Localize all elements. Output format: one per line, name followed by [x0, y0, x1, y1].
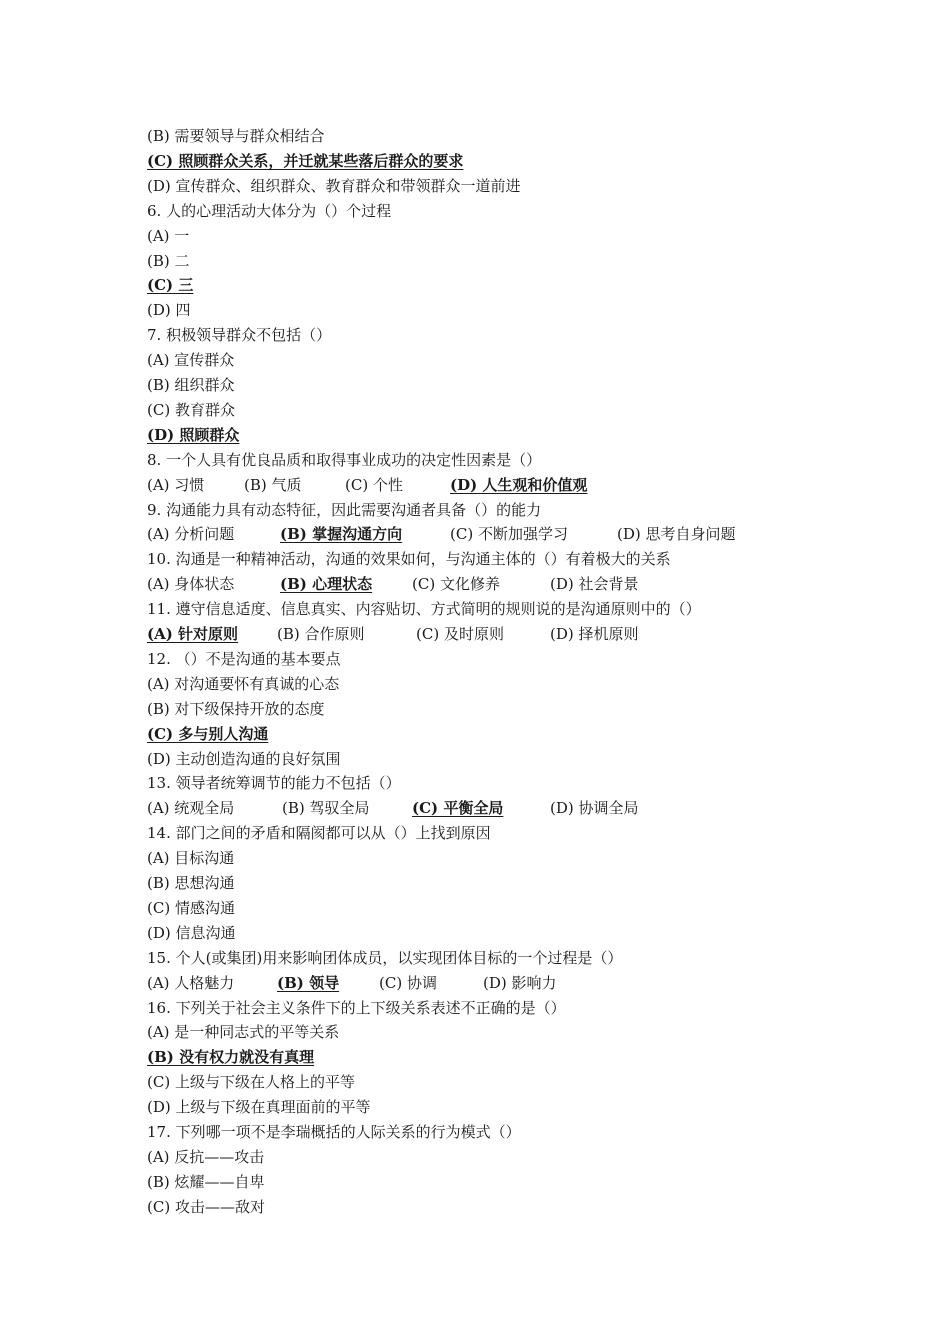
line-text: (B) 需要领导与群众相结合 — [147, 127, 325, 145]
question-line — [147, 647, 341, 672]
line-text: (C) 教育群众 — [147, 400, 235, 419]
answer-option — [147, 1045, 334, 1070]
question-line — [147, 498, 541, 523]
option: (A) 人格魅力 — [147, 973, 235, 992]
option-line — [147, 1070, 355, 1095]
line-text: 17. 下列哪一项不是李瑞概括的人际关系的行为模式（） — [147, 1123, 521, 1141]
line-text: (A) 对沟通要怀有真诚的心态 — [147, 674, 340, 693]
option: (D) 思考自身问题 — [617, 525, 736, 544]
line-text: (C) 照顾群众关系，并迁就某些落后群众的要求 — [147, 151, 464, 170]
line-text: (D) 宣传群众、组织群众、教育群众和带领群众一道前进 — [147, 176, 521, 195]
answer-option: (B) 心理状态 — [280, 575, 373, 594]
question-line — [147, 771, 401, 796]
option: (B) 气质 — [244, 475, 302, 494]
option: (C) 协调 — [379, 973, 437, 992]
question-line — [147, 448, 541, 473]
line-text: 16. 下列关于社会主义条件下的上下级关系表述不正确的是（） — [147, 998, 566, 1017]
line-text: (C) 三 — [147, 276, 194, 295]
line-text: (A) 反抗——攻击 — [147, 1147, 265, 1166]
question-line — [147, 323, 331, 348]
line-text: (C) 多与别人沟通 — [147, 724, 269, 743]
option: (A) 分析问题 — [147, 525, 235, 544]
option-line — [147, 1170, 265, 1195]
answer-option — [147, 423, 275, 448]
answer-option: (C) 平衡全局 — [412, 799, 504, 818]
option: (B) 驾驭全局 — [282, 799, 370, 818]
line-text: 9. 沟通能力具有动态特征，因此需要沟通者具备（）的能力 — [147, 500, 542, 519]
question-line — [147, 1120, 521, 1145]
option-line — [147, 224, 189, 249]
line-text: (B) 二 — [147, 251, 190, 270]
option: (C) 个性 — [345, 475, 403, 494]
line-text: 10. 沟通是一种精神活动，沟通的效果如何，与沟通主体的（）有着极大的关系 — [147, 550, 671, 569]
question-line — [147, 946, 622, 971]
option: (A) 习惯 — [147, 475, 205, 494]
line-text: (B) 对下级保持开放的态度 — [147, 699, 325, 718]
option-line — [147, 1020, 339, 1045]
option-line — [147, 896, 235, 921]
option-line — [147, 298, 191, 323]
line-text: 8. 一个人具有优良品质和取得事业成功的决定性因素是（） — [147, 450, 542, 469]
line-text: 11. 遵守信息适度、信息真实、内容贴切、方式简明的规则说的是沟通原则中的（） — [147, 600, 701, 619]
line-text: (A) 一 — [147, 226, 190, 245]
line-text: (A) 宣传群众 — [147, 351, 235, 370]
line-text: 13. 领导者统筹调节的能力不包括（） — [147, 774, 401, 793]
answer-option: (D) 人生观和价值观 — [450, 475, 588, 494]
question-line — [147, 597, 701, 622]
line-text: (B) 组织群众 — [147, 376, 235, 394]
line-text: (D) 主动创造沟通的良好氛围 — [147, 749, 341, 768]
question-line — [147, 821, 491, 846]
option: (D) 协调全局 — [550, 799, 639, 818]
option-line — [147, 249, 190, 274]
line-text: (A) 目标沟通 — [147, 849, 235, 868]
option-line — [147, 1145, 264, 1170]
option: (C) 不断加强学习 — [450, 525, 568, 544]
answer-option: (A) 针对原则 — [147, 625, 239, 643]
line-text: (D) 上级与下级在真理面前的平等 — [147, 1098, 371, 1117]
option-line — [147, 373, 235, 398]
option-line — [147, 747, 341, 772]
option-line — [147, 672, 339, 697]
option-line — [147, 697, 325, 722]
line-text: 6. 人的心理活动大体分为（）个过程 — [147, 201, 392, 220]
answer-option — [147, 149, 483, 174]
option: (A) 统观全局 — [147, 799, 235, 818]
line-text: 14. 部门之间的矛盾和隔阂都可以从（）上找到原因 — [147, 824, 491, 843]
line-text: 15. 个人(或集团)用来影响团体成员，以实现团体目标的一个过程是（） — [147, 948, 623, 967]
option-line — [147, 124, 325, 149]
option: (D) 择机原则 — [550, 625, 639, 643]
line-text: (C) 上级与下级在人格上的平等 — [147, 1073, 355, 1092]
option-line — [147, 1095, 371, 1120]
option: (A) 身体状态 — [147, 575, 235, 594]
line-text: (C) 攻击——敌对 — [147, 1197, 265, 1216]
option: (D) 影响力 — [483, 973, 557, 992]
line-text: 7. 积极领导群众不包括（） — [147, 326, 332, 345]
line-text: (D) 照顾群众 — [147, 425, 240, 444]
question-line — [147, 199, 391, 224]
option-line — [147, 921, 236, 946]
option: (B) 合作原则 — [277, 625, 365, 643]
line-text: (D) 信息沟通 — [147, 923, 236, 942]
option-line — [147, 871, 235, 896]
option-line — [147, 846, 234, 871]
option-line — [147, 1195, 265, 1220]
option-line — [147, 398, 235, 423]
question-line — [147, 996, 566, 1021]
line-text: (C) 情感沟通 — [147, 898, 235, 917]
option-line — [147, 348, 234, 373]
option: (D) 社会背景 — [550, 575, 639, 594]
answer-option: (B) 领导 — [277, 973, 340, 992]
question-line — [147, 547, 671, 572]
answer-option: (B) 掌握沟通方向 — [280, 525, 403, 544]
answer-option — [147, 722, 302, 747]
line-text: (B) 思想沟通 — [147, 874, 235, 892]
line-text: (D) 四 — [147, 301, 191, 320]
line-text: (B) 炫耀——自卑 — [147, 1172, 265, 1191]
option-line — [147, 174, 521, 199]
line-text: (B) 没有权力就没有真理 — [147, 1048, 315, 1067]
line-text: 12. （）不是沟通的基本要点 — [147, 649, 341, 668]
option: (C) 文化修养 — [412, 575, 500, 594]
line-text: (A) 是一种同志式的平等关系 — [147, 1023, 340, 1042]
answer-option — [147, 273, 211, 298]
option: (C) 及时原则 — [416, 625, 504, 643]
